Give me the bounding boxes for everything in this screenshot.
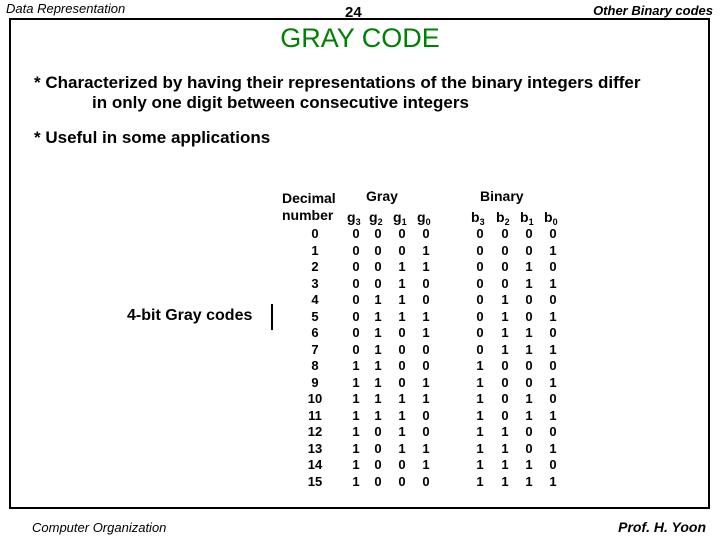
gray-bit-cell: 1 [352,457,360,472]
binary-bit-cell: 1 [525,259,533,274]
binary-bit-header [520,209,534,227]
binary-bit-cell: 0 [549,226,557,241]
binary-bit-cell: 1 [549,275,557,291]
binary-bit-cell: 0 [501,407,509,423]
decimal-header-line1: Decimal [282,190,336,206]
binary-bit-cell: 0 [549,358,557,373]
gray-bit-cell: 0 [374,440,382,456]
binary-bit-cell: 0 [476,325,484,340]
binary-bit-subscript: 0 [552,217,558,227]
decimal-cell: 15 [307,473,323,489]
gray-bit-cell: 1 [352,424,360,439]
gray-bit-cell: 1 [374,374,382,390]
gray-bit-cell: 1 [422,259,430,274]
binary-bit-subscript: 3 [479,217,485,227]
gray-bit-cell: 1 [374,292,382,307]
decimal-cell: 14 [307,457,323,472]
binary-bit-cell: 1 [501,341,509,357]
binary-bit-cell: 1 [476,440,484,456]
decimal-cell: 11 [308,407,322,423]
header-section-label: Data Representation [6,1,126,16]
gray-bit-cell: 1 [398,440,406,456]
gray-bit-header [393,209,407,227]
decimal-cell: 0 [311,226,319,241]
binary-bit-header [471,209,485,227]
gray-bit-cell: 0 [374,473,382,489]
gray-bit-cell: 1 [352,374,360,390]
gray-bit-cell: 0 [398,358,406,373]
binary-bit-cell: 0 [501,242,509,258]
binary-bit-letter: b [544,209,553,225]
binary-bit-cell: 0 [549,457,557,472]
binary-bit-cell: 0 [476,292,484,307]
gray-bit-cell: 1 [422,440,430,456]
gray-bit-letter: g [417,209,426,225]
binary-bit-cell: 1 [549,407,557,423]
gray-bit-letter: g [393,209,402,225]
gray-bit-cell: 0 [398,473,406,489]
gray-bit-cell: 1 [352,391,360,406]
gray-bit-cell: 0 [398,457,406,472]
gray-bit-cell: 0 [422,226,430,241]
binary-bit-cell: 1 [525,275,533,291]
decimal-cell: 12 [307,424,323,439]
gray-bit-cell: 0 [352,242,360,258]
gray-bit-cell: 0 [422,341,430,357]
side-label-4bit-gray-codes: 4-bit Gray codes [127,307,253,324]
gray-bit-cell: 1 [422,242,430,258]
gray-bit-subscript: 2 [377,217,383,227]
gray-bit-cell: 0 [352,226,360,241]
binary-bit-cell: 1 [549,440,557,456]
decimal-cell: 7 [311,341,319,357]
binary-bit-cell: 0 [525,242,533,258]
gray-bit-cell: 1 [374,341,382,357]
decimal-cell: 3 [311,275,319,291]
binary-bit-cell: 0 [525,374,533,390]
binary-bit-cell: 1 [476,407,484,423]
gray-bit-cell: 0 [352,325,360,340]
gray-bit-cell: 1 [398,292,406,307]
gray-bit-cell: 1 [422,308,430,324]
binary-bit-cell: 0 [501,391,509,406]
gray-bit-subscript: 1 [401,217,407,227]
binary-bit-subscript: 2 [504,217,510,227]
gray-bit-cell: 0 [422,358,430,373]
gray-bit-cell: 0 [374,275,382,291]
gray-bit-cell: 1 [422,374,430,390]
gray-bit-cell: 1 [422,391,430,406]
gray-bit-cell: 0 [398,242,406,258]
gray-bit-cell: 1 [398,424,406,439]
binary-bit-cell: 1 [525,407,533,423]
gray-bit-cell: 0 [422,292,430,307]
gray-bit-cell: 1 [374,308,382,324]
binary-bit-cell: 0 [476,275,484,291]
gray-bit-cell: 0 [352,259,360,274]
decimal-cell: 13 [307,440,323,456]
binary-bit-cell: 0 [549,325,557,340]
decimal-cell: 4 [311,292,319,307]
bullet-characterized [34,73,640,113]
gray-bit-cell: 0 [422,407,430,423]
gray-bit-cell: 1 [374,407,382,423]
gray-header: Gray [366,188,398,204]
gray-bit-cell: 0 [374,226,382,241]
binary-bit-cell: 1 [549,473,557,489]
binary-bit-cell: 0 [525,308,533,324]
binary-bit-cell: 1 [476,424,484,439]
bullet-characterized-line1: * Characterized by having their representations of the binary integers differ [34,73,641,92]
binary-bit-letter: b [520,209,529,225]
binary-bit-cell: 0 [476,242,484,258]
gray-bit-header [347,209,361,227]
binary-bit-letter: b [471,209,480,225]
gray-bit-letter: g [347,209,356,225]
gray-bit-cell: 0 [422,424,430,439]
binary-bit-cell: 0 [501,374,509,390]
binary-bit-cell: 1 [525,325,533,340]
footer-author: Prof. H. Yoon [618,519,706,535]
binary-bit-cell: 1 [501,440,509,456]
binary-bit-cell: 1 [525,341,533,357]
binary-bit-cell: 0 [549,292,557,307]
binary-bit-cell: 0 [501,275,509,291]
table-divider-line [271,304,273,330]
binary-bit-cell: 1 [501,325,509,340]
binary-bit-cell: 0 [525,292,533,307]
binary-bit-cell: 1 [501,473,509,489]
slide-title: GRAY CODE [280,23,440,53]
gray-bit-cell: 1 [352,358,360,373]
binary-bit-cell: 1 [525,391,533,406]
binary-bit-cell: 1 [549,308,557,324]
binary-bit-cell: 0 [476,259,484,274]
gray-bit-cell: 0 [352,292,360,307]
gray-bit-subscript: 0 [425,217,431,227]
binary-bit-cell: 0 [501,358,509,373]
gray-bit-cell: 0 [352,275,360,291]
binary-bit-cell: 0 [549,391,557,406]
gray-bit-cell: 0 [398,226,406,241]
decimal-cell: 1 [311,242,319,258]
bullet-useful: * Useful in some applications [34,128,271,147]
gray-bit-cell: 0 [422,275,430,291]
binary-bit-cell: 0 [476,308,484,324]
gray-bit-cell: 1 [398,308,406,324]
gray-bit-cell: 1 [398,275,406,291]
binary-bit-cell: 0 [525,440,533,456]
gray-bit-cell: 0 [422,473,430,489]
gray-bit-cell: 1 [398,259,406,274]
binary-bit-cell: 1 [476,391,484,406]
binary-bit-cell: 0 [501,226,509,241]
gray-bit-cell: 0 [374,457,382,472]
binary-bit-cell: 0 [525,226,533,241]
binary-bit-cell: 1 [476,457,484,472]
page-number: 24 [345,4,362,21]
decimal-cell: 10 [307,391,323,406]
gray-bit-cell: 1 [352,473,360,489]
binary-bit-header [544,209,558,227]
binary-bit-cell: 1 [476,473,484,489]
binary-bit-cell: 1 [549,374,557,390]
binary-bit-cell: 1 [501,424,509,439]
gray-bit-letter: g [369,209,378,225]
gray-bit-cell: 0 [352,308,360,324]
gray-bit-subscript: 3 [355,217,361,227]
gray-bit-cell: 1 [352,407,360,423]
decimal-cell: 2 [311,259,319,274]
gray-bit-cell: 1 [398,407,406,423]
binary-header: Binary [480,188,524,204]
gray-bit-cell: 0 [374,259,382,274]
binary-bit-letter: b [496,209,505,225]
binary-bit-cell: 1 [476,358,484,373]
binary-bit-cell: 1 [525,457,533,472]
gray-bit-cell: 1 [374,358,382,373]
binary-bit-cell: 1 [476,374,484,390]
binary-bit-cell: 0 [476,341,484,357]
binary-bit-cell: 0 [549,259,557,274]
gray-bit-cell: 1 [422,325,430,340]
binary-bit-header [496,209,510,227]
binary-bit-cell: 1 [549,341,557,357]
bullet-characterized-line2: in only one digit between consecutive integers [92,93,469,112]
binary-bit-cell: 0 [525,424,533,439]
gray-bit-cell: 0 [398,374,406,390]
gray-bit-cell: 0 [398,325,406,340]
gray-bit-cell: 0 [398,341,406,357]
decimal-cell: 6 [311,325,319,340]
binary-bit-subscript: 1 [528,217,534,227]
gray-bit-cell: 1 [352,440,360,456]
gray-bit-header [417,209,431,227]
gray-bit-cell: 1 [374,391,382,406]
binary-bit-cell: 0 [549,424,557,439]
gray-bit-cell: 1 [422,457,430,472]
binary-bit-cell: 1 [549,242,557,258]
binary-bit-cell: 1 [525,473,533,489]
footer-course: Computer Organization [32,520,167,535]
binary-bit-cell: 0 [476,226,484,241]
binary-bit-cell: 0 [525,358,533,373]
gray-bit-cell: 1 [398,391,406,406]
gray-bit-cell: 0 [352,341,360,357]
decimal-cell: 5 [311,308,319,324]
gray-bit-cell: 1 [374,325,382,340]
decimal-cell: 9 [311,374,319,390]
binary-bit-cell: 1 [501,308,509,324]
header-topic-label: Other Binary codes [593,3,713,18]
gray-bit-cell: 0 [374,242,382,258]
gray-bit-header [369,209,383,227]
decimal-header-line2: number [282,207,334,223]
binary-bit-cell: 1 [501,292,509,307]
decimal-cell: 8 [311,358,319,373]
binary-bit-cell: 1 [501,457,509,472]
gray-bit-cell: 0 [374,424,382,439]
binary-bit-cell: 0 [501,259,509,274]
